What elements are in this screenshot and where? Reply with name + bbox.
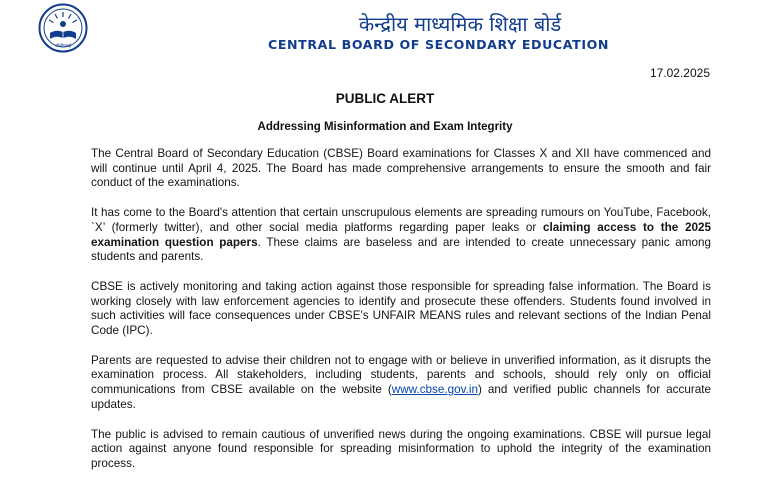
logo-caption: सीबीएसई [55, 44, 71, 49]
paragraph-exam-schedule: The Central Board of Secondary Education (CBSE) Board examinations for Classes X and XII have commenced and will continue until April 4, 2025. The Board has made comprehensive arrangements to ensure the smooth and fair conduct of the examinations. [91, 147, 711, 190]
page-title: PUBLIC ALERT [335, 91, 435, 106]
cbse-website-link[interactable]: www.cbse.gov.in [391, 383, 478, 397]
paragraph-monitoring: CBSE is actively monitoring and taking action against those responsible for spreading false information. The Board is working closely with law enforcement agencies to identify and prosecute these offenders. Students found involved in such activities will face consequences under CBSE's UNFAIR MEANS rules and relevant sections of the Indian Penal Code (IPC). [91, 279, 711, 338]
board-name-hindi: केन्द्रीय माध्यमिक शिक्षा बोर्ड [358, 12, 562, 36]
advice-text-start: Parents are requested to advise their children not to engage with or believe in unverified information, as it disrupts the examination process. All stakeholders, including students, parents and schools, should rely only on official communications from CBSE available on the website ( [91, 353, 711, 397]
document-date: 17.02.2025 [649, 66, 710, 80]
paragraph-public-caution: The public is advised to remain cautious of unverified news during the ongoing examinations. CBSE will pursue legal action against anyone found responsible for spreading misinformation to uphold the integrity of the examination process. [91, 427, 711, 470]
cbse-emblem-icon [38, 3, 88, 53]
rumours-emphasis: claiming access to the 2025 examination question papers [91, 220, 711, 249]
rumours-text-start: It has come to the Board's attention that certain unscrupulous elements are spreading rumours on YouTube, Facebook, `X’ (formerly twitter), and other social media platforms regarding paper leaks or [91, 206, 711, 234]
advice-text-end: ) and verified public channels for accurate updates. [91, 383, 711, 411]
page-subtitle: Addressing Misinformation and Exam Integrity [257, 121, 513, 133]
board-name-english: CENTRAL BOARD OF SECONDARY EDUCATION [268, 37, 610, 52]
alert-body [91, 147, 711, 487]
paragraph-rumours [91, 206, 711, 265]
paragraph-parents-advice [91, 354, 711, 413]
rumours-text-end: . These claims are baseless and are intended to create unnecessary panic among students and parents. [91, 235, 711, 264]
